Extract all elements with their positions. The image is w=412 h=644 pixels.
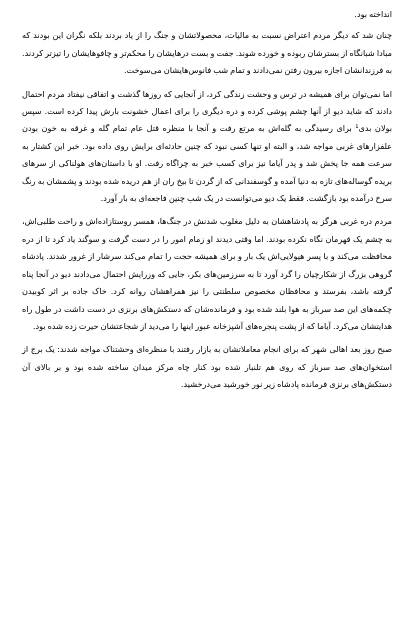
paragraph-continuation: انداخته بود.: [354, 9, 392, 19]
paragraph-bone-tower: صبح روز بعد اهالی شهر که برای انجام معاملاتشان به بازار رفتند با منظره‌ای وحشتناک مواجه شدند: یک برج از استخوان‌های صد سرباز که روی هم تلنبار شده بود کنار چاه مرکز میدان ساخته شده بود و بر بالای آن دستکش‌های برنزی فرمانده پادشاه زیر نور خورشید می‌درخشید.: [22, 344, 392, 390]
paragraph-massacre: اما نمی‌توان برای همیشه در ترس و وحشت زندگی کرد، از آنجایی که روزها گذشت و اتفاقی نیفتاد مردم احتمال دادند که شاید دیو از آنها چشم پوشی کرده و دره دیگری را برای اعمال خشونت بارش پیدا کرده است. سپس بولان بدی¹ برای رسیدگی به گله‌اش به مرتع رفت و آنجا با منظره قتل عام تمام گله و غرقه به خون بودن علفزارهای غربی مواجه شد، و البته او تنها کسی نبود که چنین حادثه‌ای برایش روی داده بود. خبر این کشتار به سرعت همه جا پخش شد و پدر آیاما نیز برای کسب خبر به چراگاه رفت. او با داستان‌های هولناکی از سرهای بریده گوساله‌های تازه به دنیا آمده و گوسفندانی که از گردن تا بیخ ران از هم دریده شده بودند و پشمشان به رنگ سرخ درآمده بود بازگشت. فقط یک دیو می‌توانست در یک شب چنین فاجعه‌ای به بار آورد.: [22, 88, 392, 204]
paragraph-king-hunters: مردم دره غربی هرگز به پادشاهشان به دلیل مغلوب شدنش در جنگ‌ها، همسر روستازاده‌اش و راحت طلبی‌اش، به چشم یک قهرمان نگاه نکرده بودند. اما وقتی دیدند او زمام امور را در دست گرفت و سوگند یاد کرد تا از دره محافظت می‌کند و با پسر هیولایی‌اش یک بار و برای همیشه حجت را تمام می‌کند سرشار از غرور شدند. پادشاه گروهی بزرگ از شکارچیان را گرد آورد تا به سرزمین‌های بکر، جایی که وزرایش احتمال می‌دادند دیو در آنجا پناه گرفته باشد، بفرستد و محافظان مخصوص سلطنتی را نیز همراهشان روانه کرد. خاک جاده بر اثر کوبیدن چکمه‌های این صد سرباز به هوا بلند شده بود و فرمانده‌شان که دستکش‌های برنزی در دست داشت در طول راه هدایتشان می‌کرد. آیاما که از پشت پنجره‌های آشپزخانه عبور اینها را می‌دید از شجاعتشان حیرت زده شده بود.: [22, 216, 392, 331]
paragraph-fear: چنان شد که دیگر مردم اعتراض نسبت به مالیات، محصولاتشان و جنگ را از یاد بردند بلکه نگران این بودند که مبادا شبانگاه از بسترشان ربوده و خورده شوند. جفت و بست درهایشان را محکم‌تر و چافوهایشان را تیزتر کردند. به فرزندانشان اجازه بیرون رفتن نمی‌دادند و تمام شب فانوس‌هایشان می‌سوخت.: [22, 30, 392, 76]
